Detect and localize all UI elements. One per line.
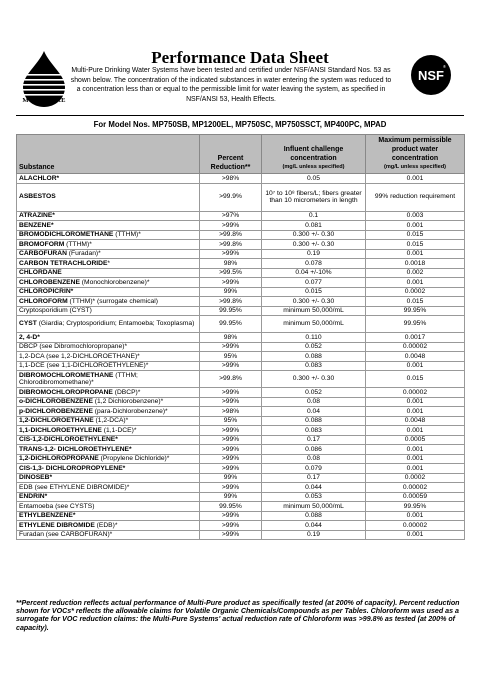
- max-permissible-cell: 0.001: [366, 221, 465, 231]
- table-row: [17, 454, 465, 464]
- table-row: [17, 259, 465, 269]
- percent-reduction-cell: 99%: [200, 492, 262, 502]
- max-permissible-cell: 0.001: [366, 278, 465, 288]
- percent-reduction-cell: 99%: [200, 473, 262, 483]
- header-percent-reduction: Percent Reduction**: [200, 135, 262, 174]
- percent-reduction-cell: >99%: [200, 342, 262, 352]
- influent-cell: 0.044: [262, 521, 366, 531]
- substance-cell: [17, 352, 200, 362]
- influent-cell: 0.04: [262, 407, 366, 417]
- percent-reduction-cell: >99.8%: [200, 240, 262, 250]
- substance-note: (1,1-DCE)*: [101, 426, 137, 434]
- max-permissible-cell: 0.001: [366, 361, 465, 371]
- substance-name: BENZENE*: [19, 221, 54, 229]
- table-row: [17, 278, 465, 288]
- multipure-logo-text: MULTI-PURE: [22, 97, 66, 104]
- substance-cell: [17, 397, 200, 407]
- substance-cell: [17, 221, 200, 231]
- influent-cell: 0.300 +/- 0.30: [262, 230, 366, 240]
- percent-reduction-cell: >99.9%: [200, 183, 262, 211]
- influent-cell: 0.08: [262, 397, 366, 407]
- substance-name: TRANS-1,2- DICHLOROETHYLENE*: [19, 445, 132, 453]
- table-row: [17, 397, 465, 407]
- influent-cell: 10⁷ to 10⁸ fibers/L; fibers greater than 10 micrometers in length: [262, 183, 366, 211]
- substance-name: 1,2-DICHLOROPROPANE: [19, 455, 99, 463]
- substance-name: DIBROMOCHLOROMETHANE: [19, 371, 114, 379]
- substance-name: o-DICHLOROBENZENE: [19, 398, 93, 406]
- influent-cell: 0.086: [262, 445, 366, 455]
- table-body: [17, 174, 465, 540]
- influent-cell: 0.300 +/- 0.30: [262, 297, 366, 307]
- substance-cell: [17, 530, 200, 540]
- header-influent-units: (mg/L unless specified): [282, 164, 345, 170]
- substance-cell: [17, 492, 200, 502]
- percent-reduction-cell: 99.95%: [200, 306, 262, 316]
- influent-cell: minimum 50,000/mL: [262, 316, 366, 333]
- table-row: [17, 492, 465, 502]
- max-permissible-cell: 0.002: [366, 268, 465, 278]
- substance-name: ETHYLENE DIBROMIDE: [19, 521, 95, 529]
- max-permissible-cell: 0.001: [366, 511, 465, 521]
- substance-cell: [17, 306, 200, 316]
- substance-note: Furadan (see CARBOFURAN)*: [19, 531, 113, 539]
- substance-name: CHLORDANE: [19, 269, 62, 277]
- max-permissible-cell: 0.001: [366, 464, 465, 474]
- table-row: [17, 249, 465, 259]
- table-row: [17, 342, 465, 352]
- substance-name: CARBON TETRACHLORIDE: [19, 259, 108, 267]
- influent-cell: 0.077: [262, 278, 366, 288]
- max-permissible-cell: 0.015: [366, 240, 465, 250]
- percent-reduction-cell: >99.8%: [200, 230, 262, 240]
- substance-name: CIS-1,2-DICHLOROETHYLENE*: [19, 436, 118, 444]
- influent-cell: 0.04 +/-10%: [262, 268, 366, 278]
- percent-reduction-cell: >99%: [200, 278, 262, 288]
- percent-reduction-cell: >99%: [200, 445, 262, 455]
- percent-reduction-cell: >99%: [200, 221, 262, 231]
- substance-note: EDB (see ETHYLENE DIBROMIDE)*: [19, 483, 130, 491]
- substance-name: 1,2-DICHLOROETHANE: [19, 417, 94, 425]
- max-permissible-cell: 0.015: [366, 297, 465, 307]
- substance-note: 1,2-DCA (see 1,2-DICHLOROETHANE)*: [19, 352, 140, 360]
- table-row: [17, 230, 465, 240]
- substance-note: (Furadan)*: [66, 250, 101, 258]
- substance-cell: [17, 445, 200, 455]
- table-row: [17, 407, 465, 417]
- table-row: [17, 483, 465, 493]
- table-row: [17, 388, 465, 398]
- influent-cell: 0.1: [262, 211, 366, 221]
- table-row: [17, 306, 465, 316]
- performance-table: [16, 134, 465, 540]
- max-permissible-cell: 99.95%: [366, 316, 465, 333]
- percent-reduction-cell: >99%: [200, 483, 262, 493]
- max-permissible-cell: 0.0005: [366, 435, 465, 445]
- table-row: [17, 464, 465, 474]
- influent-cell: 0.17: [262, 435, 366, 445]
- substance-note: *: [107, 259, 111, 267]
- substance-note: (Monochlorobenzene)*: [79, 278, 150, 286]
- table-row: [17, 445, 465, 455]
- table-header-row: [17, 135, 465, 174]
- table-row: [17, 530, 465, 540]
- percent-reduction-cell: 98%: [200, 259, 262, 269]
- influent-cell: 0.088: [262, 416, 366, 426]
- substance-cell: [17, 416, 200, 426]
- intro-paragraph: Multi-Pure Drinking Water Systems have been tested and certified under NSF/ANSI Standard Nos. 53 as shown below. The concentration of the indicated substances in water entering the system was reduced to a concentration less than or equal to the permissible limit for water leaving the system, as specified in NSF/ANSI 53, Health Effects.: [70, 67, 392, 103]
- influent-cell: 0.053: [262, 492, 366, 502]
- svg-text:®: ®: [443, 64, 446, 69]
- percent-reduction-cell: >99%: [200, 511, 262, 521]
- table-row: [17, 287, 465, 297]
- percent-reduction-cell: >98%: [200, 174, 262, 184]
- influent-cell: 0.078: [262, 259, 366, 269]
- percent-reduction-cell: >99%: [200, 464, 262, 474]
- substance-note: (EDB)*: [94, 521, 118, 529]
- influent-cell: 0.052: [262, 342, 366, 352]
- substance-cell: [17, 521, 200, 531]
- influent-cell: 0.015: [262, 287, 366, 297]
- percent-reduction-cell: 95%: [200, 416, 262, 426]
- substance-cell: [17, 240, 200, 250]
- substance-note: (TTHM)*: [113, 231, 141, 239]
- header-max-permissible: [366, 135, 465, 174]
- table-row: [17, 268, 465, 278]
- percent-reduction-cell: >99%: [200, 521, 262, 531]
- substance-cell: [17, 211, 200, 221]
- header-substance: Substance: [17, 135, 200, 174]
- max-permissible-cell: 0.001: [366, 445, 465, 455]
- table-row: [17, 502, 465, 512]
- influent-cell: 0.19: [262, 249, 366, 259]
- table-row: [17, 521, 465, 531]
- substance-name: ASBESTOS: [19, 193, 56, 201]
- influent-cell: 0.079: [262, 464, 366, 474]
- substance-name: ENDRIN*: [19, 493, 48, 501]
- percent-reduction-cell: 99.95%: [200, 316, 262, 333]
- max-permissible-cell: 0.001: [366, 530, 465, 540]
- max-permissible-cell: 0.001: [366, 454, 465, 464]
- substance-cell: [17, 464, 200, 474]
- substance-name: 2, 4-D*: [19, 333, 40, 341]
- substance-note: (Propylene Dichloride)*: [98, 455, 170, 463]
- model-numbers: For Model Nos. MP750SB, MP1200EL, MP750SC, MP750SSCT, MP400PC, MPAD: [93, 120, 387, 129]
- table-row: [17, 211, 465, 221]
- influent-cell: 0.081: [262, 221, 366, 231]
- max-permissible-cell: 0.0018: [366, 259, 465, 269]
- substance-cell: [17, 502, 200, 512]
- max-permissible-cell: 0.0002: [366, 473, 465, 483]
- percent-reduction-cell: >99%: [200, 397, 262, 407]
- table-row: [17, 426, 465, 436]
- max-permissible-cell: 0.001: [366, 426, 465, 436]
- max-permissible-cell: 0.0002: [366, 287, 465, 297]
- header-influent: [262, 135, 366, 174]
- percent-reduction-cell: >99.8%: [200, 297, 262, 307]
- percent-reduction-cell: >99.5%: [200, 268, 262, 278]
- influent-cell: 0.083: [262, 361, 366, 371]
- percent-reduction-cell: >99%: [200, 426, 262, 436]
- substance-cell: [17, 361, 200, 371]
- substance-cell: [17, 174, 200, 184]
- influent-cell: 0.110: [262, 333, 366, 343]
- substance-name: CHLOROPICRIN*: [19, 288, 74, 296]
- percent-reduction-cell: >99%: [200, 454, 262, 464]
- substance-cell: [17, 473, 200, 483]
- substance-cell: [17, 483, 200, 493]
- max-permissible-cell: 99.95%: [366, 306, 465, 316]
- table-row: [17, 416, 465, 426]
- substance-note: Cryptosporidium (CYST): [19, 307, 92, 315]
- substance-name: 1,1-DICHLOROETHYLENE: [19, 426, 102, 434]
- percent-reduction-cell: >99%: [200, 530, 262, 540]
- influent-cell: 0.052: [262, 388, 366, 398]
- substance-cell: [17, 426, 200, 436]
- substance-name: BROMOFORM: [19, 240, 65, 248]
- percent-reduction-cell: 99%: [200, 287, 262, 297]
- percent-reduction-cell: 99.95%: [200, 502, 262, 512]
- max-permissible-cell: 0.0048: [366, 416, 465, 426]
- substance-cell: [17, 316, 200, 333]
- influent-cell: 0.19: [262, 530, 366, 540]
- influent-cell: 0.044: [262, 483, 366, 493]
- table-row: [17, 511, 465, 521]
- substance-note: (DBCP)*: [112, 388, 141, 396]
- substance-cell: [17, 435, 200, 445]
- table-row: [17, 316, 465, 333]
- influent-cell: 0.17: [262, 473, 366, 483]
- substance-cell: [17, 511, 200, 521]
- header-max-label: Maximum permissible product water concentration: [378, 137, 452, 162]
- percent-reduction-cell: >99%: [200, 361, 262, 371]
- substance-cell: [17, 278, 200, 288]
- table-row: [17, 174, 465, 184]
- influent-cell: minimum 50,000/mL: [262, 306, 366, 316]
- percent-reduction-cell: >99%: [200, 388, 262, 398]
- substance-name: BROMODICHLOROMETHANE: [19, 231, 114, 239]
- influent-cell: 0.05: [262, 174, 366, 184]
- substance-cell: [17, 287, 200, 297]
- substance-cell: [17, 297, 200, 307]
- substance-note: (1,2-DCA)*: [93, 417, 129, 425]
- substance-cell: [17, 342, 200, 352]
- header-influent-label: Influent challenge concentration: [283, 146, 344, 162]
- max-permissible-cell: 0.00002: [366, 388, 465, 398]
- substance-cell: [17, 333, 200, 343]
- max-permissible-cell: 0.001: [366, 397, 465, 407]
- influent-cell: 0.088: [262, 352, 366, 362]
- substance-cell: [17, 388, 200, 398]
- substance-cell: [17, 183, 200, 211]
- substance-name: CIS-1,3- DICHLOROPROPYLENE*: [19, 464, 126, 472]
- percent-reduction-cell: >99%: [200, 249, 262, 259]
- table-row: [17, 352, 465, 362]
- max-permissible-cell: 99% reduction requirement: [366, 183, 465, 211]
- table-row: [17, 361, 465, 371]
- table-row: [17, 297, 465, 307]
- max-permissible-cell: 0.00002: [366, 521, 465, 531]
- substance-name: CYST: [19, 320, 37, 328]
- max-permissible-cell: 0.003: [366, 211, 465, 221]
- substance-note: (para-Dichlorobenzene)*: [92, 407, 168, 415]
- substance-name: CHLOROFORM: [19, 297, 68, 305]
- substance-cell: [17, 454, 200, 464]
- divider: [16, 115, 464, 116]
- substance-note: (1,2 Dichlorobenzene)*: [92, 398, 164, 406]
- substance-note: (TTHM; Chlorodibromomethane)*: [19, 371, 138, 386]
- substance-cell: [17, 249, 200, 259]
- percent-reduction-cell: >99.8%: [200, 371, 262, 388]
- percent-reduction-cell: >97%: [200, 211, 262, 221]
- max-permissible-cell: 0.00059: [366, 492, 465, 502]
- substance-name: DINOSEB*: [19, 474, 53, 482]
- header-max-units: (mg/L unless specified): [383, 164, 447, 170]
- substance-cell: [17, 230, 200, 240]
- max-permissible-cell: 0.015: [366, 230, 465, 240]
- substance-note: (TTHM)* (surrogate chemical): [67, 297, 158, 305]
- max-permissible-cell: 0.0048: [366, 352, 465, 362]
- table-row: [17, 183, 465, 211]
- substance-note: 1,1-DCE (see 1,1-DICHLOROETHYLENE)*: [19, 362, 149, 370]
- footnote: **Percent reduction reflects actual performance of Multi-Pure product as specifically tested (at 200% of capacity). Percent reduction shown for VOCs* reflects the allowable claims for Volatile Organic Chemicals/Compounds as per Tables. Chloroform was used as a surrogate for VOC reduction claims: the Multi-Pure Systems' actual reduction rate of Chloroform was >99.8% as tested (at 200% of capacity).: [16, 599, 460, 632]
- substance-note: Entamoeba (see CYSTS): [19, 502, 95, 510]
- substance-note: (Giardia; Cryptosporidium; Entamoeba; Toxoplasma): [36, 320, 195, 328]
- substance-name: CARBOFURAN: [19, 250, 67, 258]
- table-row: [17, 435, 465, 445]
- substance-cell: [17, 371, 200, 388]
- influent-cell: 0.300 +/- 0.30: [262, 371, 366, 388]
- percent-reduction-cell: >99%: [200, 435, 262, 445]
- max-permissible-cell: 0.0017: [366, 333, 465, 343]
- substance-note: DBCP (see Dibromochloropropane)*: [19, 343, 128, 351]
- influent-cell: minimum 50,000/mL: [262, 502, 366, 512]
- substance-cell: [17, 268, 200, 278]
- table-row: [17, 371, 465, 388]
- max-permissible-cell: 99.95%: [366, 502, 465, 512]
- substance-name: CHLOROBENZENE: [19, 278, 80, 286]
- percent-reduction-cell: >98%: [200, 407, 262, 417]
- substance-name: p-DICHLOROBENZENE: [19, 407, 93, 415]
- table-row: [17, 473, 465, 483]
- max-permissible-cell: 0.001: [366, 249, 465, 259]
- table-row: [17, 221, 465, 231]
- table-row: [17, 333, 465, 343]
- influent-cell: 0.08: [262, 454, 366, 464]
- max-permissible-cell: 0.001: [366, 407, 465, 417]
- influent-cell: 0.300 +/- 0.30: [262, 240, 366, 250]
- max-permissible-cell: 0.015: [366, 371, 465, 388]
- substance-name: DIBROMOCHLOROPROPANE: [19, 388, 113, 396]
- influent-cell: 0.083: [262, 426, 366, 436]
- percent-reduction-cell: 98%: [200, 333, 262, 343]
- table-row: [17, 240, 465, 250]
- page-title: Performance Data Sheet: [151, 48, 329, 67]
- percent-reduction-cell: 95%: [200, 352, 262, 362]
- max-permissible-cell: 0.00002: [366, 483, 465, 493]
- substance-name: ATRAZINE*: [19, 212, 55, 220]
- max-permissible-cell: 0.00002: [366, 342, 465, 352]
- nsf-logo-text: NSF: [418, 68, 444, 83]
- substance-cell: [17, 407, 200, 417]
- influent-cell: 0.088: [262, 511, 366, 521]
- substance-name: ALACHLOR*: [19, 174, 60, 182]
- substance-cell: [17, 259, 200, 269]
- substance-note: (TTHM)*: [64, 240, 92, 248]
- max-permissible-cell: 0.001: [366, 174, 465, 184]
- substance-name: ETHYLBENZENE*: [19, 512, 76, 520]
